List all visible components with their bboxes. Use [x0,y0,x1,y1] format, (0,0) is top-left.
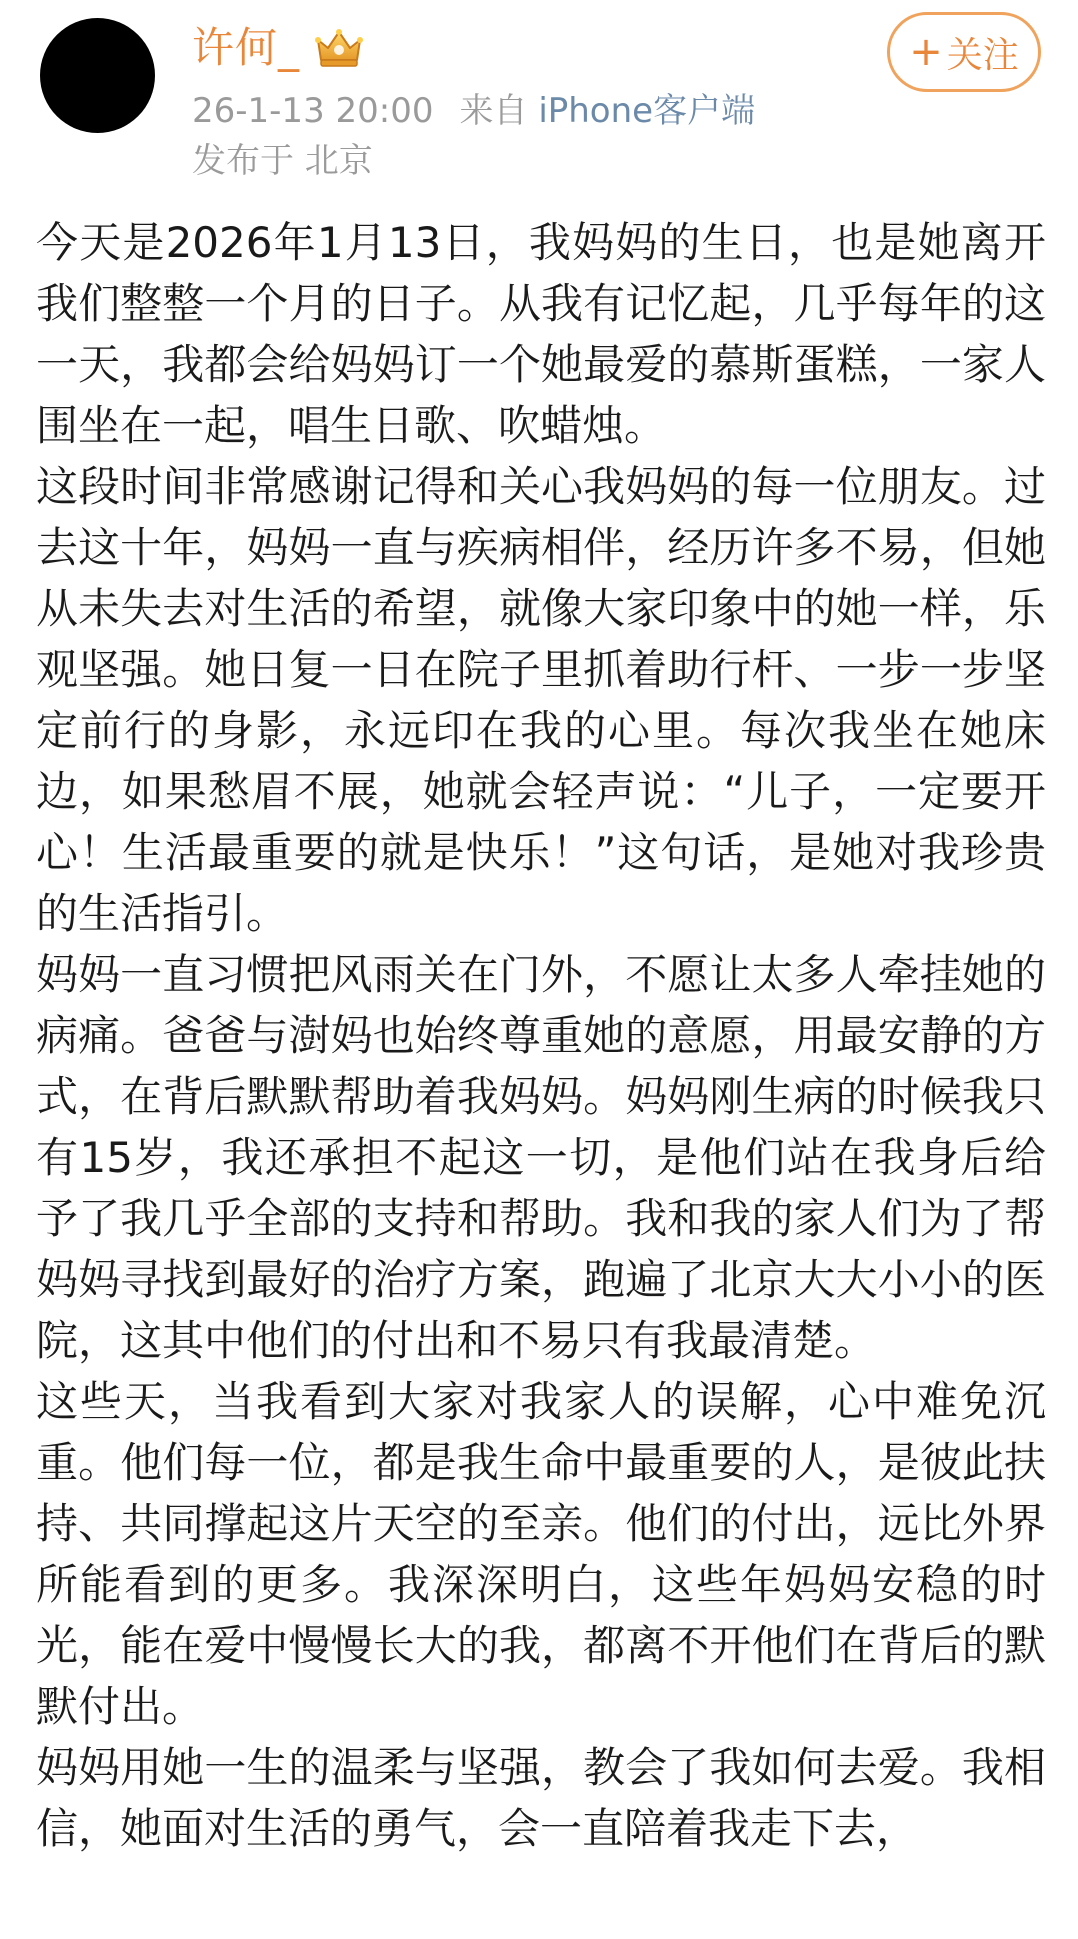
post-paragraph: 今天是2026年1月13日，我妈妈的生日，也是她离开我们整整一个月的日子。从我有记忆起，几乎每年的这一天，我都会给妈妈订一个她最爱的慕斯蛋糕，一家人围坐在一起，唱生日歌、吹蜡烛。 [36,218,1046,450]
post-paragraph: 这段时间非常感谢记得和关心我妈妈的每一位朋友。过去这十年，妈妈一直与疾病相伴，经历许多不易，但她从未失去对生活的希望，就像大家印象中的她一样，乐观坚强。她日复一日在院子里抓着助行杆、一步一步坚定前行的身影，永远印在我的心里。每次我坐在她床边，如果愁眉不展，她就会轻声说：“儿子，一定要开心！生活最重要的就是快乐！”这句话，是她对我珍贵的生活指引。 [36,462,1046,938]
follow-button[interactable] [887,12,1041,92]
crown-badge-icon[interactable] [312,26,366,70]
post-header [0,0,1078,195]
post-paragraph: 这些天，当我看到大家对我家人的误解，心中难免沉重。他们每一位，都是我生命中最重要的人，是彼此扶持、共同撑起这片天空的至亲。他们的付出，远比外界所能看到的更多。我深深明白，这些年妈妈安稳的时光，能在爱中慢慢长大的我，都离不开他们在背后的默默付出。 [36,1377,1046,1731]
post-location: 发布于 北京 [192,141,373,181]
post-timestamp: 26-1-13 20:00 [192,91,434,131]
post-body [36,212,1046,1859]
author-row [192,18,366,78]
source-prefix: 来自 [459,91,528,131]
post-paragraph: 妈妈用她一生的温柔与坚强，教会了我如何去爱。我相信，她面对生活的勇气，会一直陪着我走下去， [36,1743,1046,1853]
post-paragraph: 妈妈一直习惯把风雨关在门外，不愿让太多人牵挂她的病痛。爸爸与澍妈也始终尊重她的意愿，用最安静的方式，在背后默默帮助着我妈妈。妈妈刚生病的时候我只有15岁，我还承担不起这一切，是他们站在我身后给予了我几乎全部的支持和帮助。我和我的家人们为了帮妈妈寻找到最好的治疗方案，跑遍了北京大大小小的医院，这其中他们的付出和不易只有我最清楚。 [36,950,1046,1365]
avatar[interactable] [40,18,155,133]
plus-icon: + [909,29,943,75]
source-client-link[interactable]: iPhone客户端 [538,91,756,131]
post-meta [192,88,755,134]
follow-button-label: 关注 [946,34,1019,76]
author-name[interactable]: 许何_ [192,23,301,72]
